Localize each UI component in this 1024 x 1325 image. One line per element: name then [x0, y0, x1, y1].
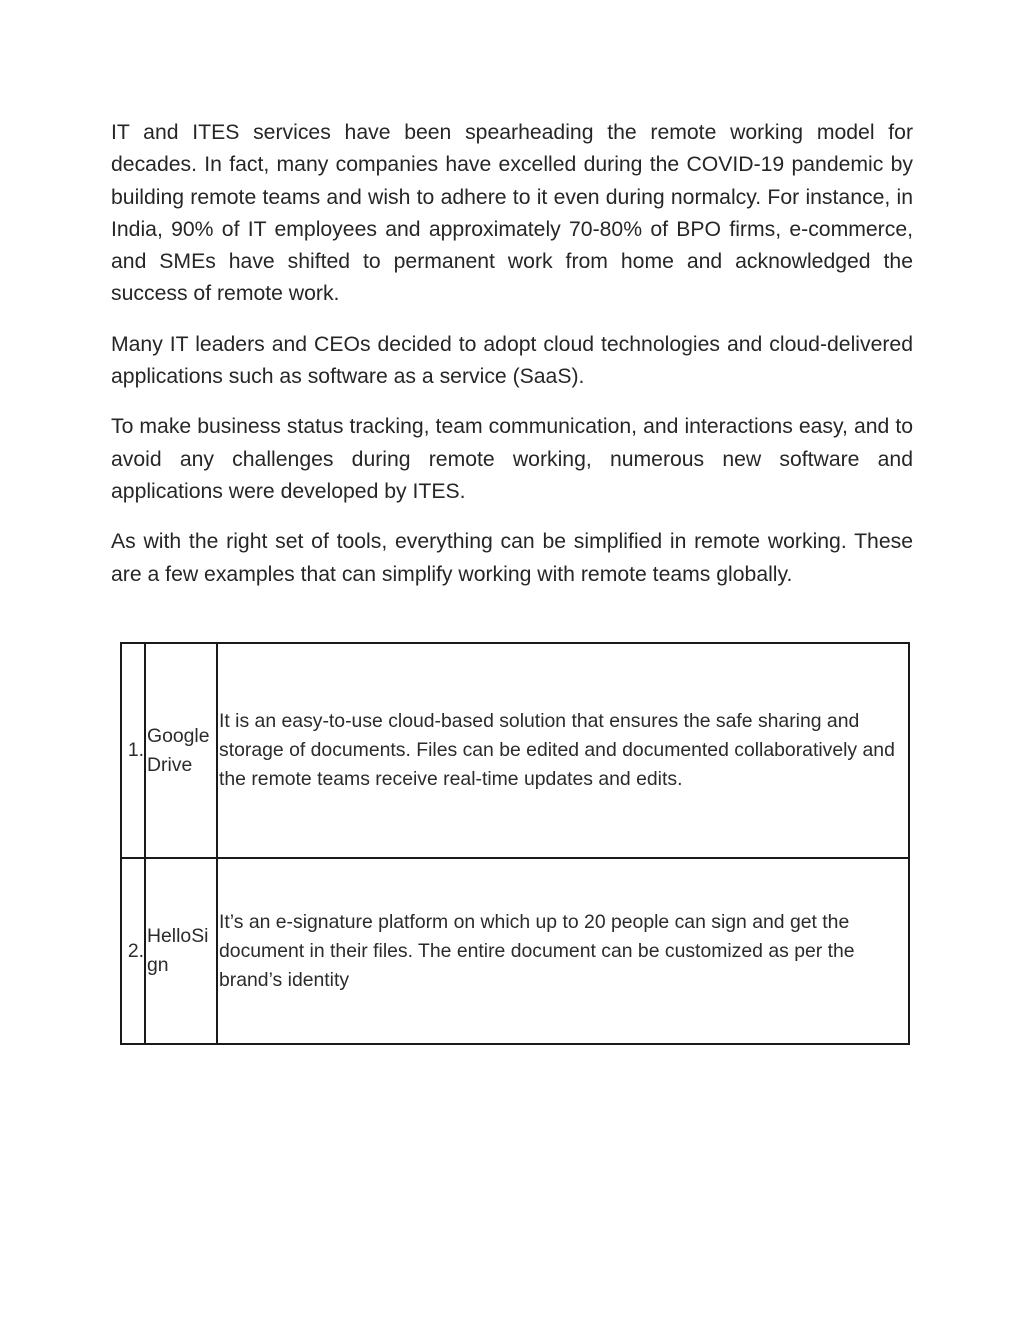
tool-name-cell [145, 643, 217, 858]
row-number-cell [121, 643, 145, 858]
table-row [121, 858, 909, 1044]
tool-description: It’s an e-signature platform on which up to 20 people can sign and get the document in their files. The entire document can be customized as per the brand’s identity [219, 910, 855, 991]
tool-description-cell [217, 643, 909, 858]
paragraph-tools-intro: As with the right set of tools, everything can be simplified in remote working. These are a few examples that can simplify working with remote teams globally. [111, 530, 913, 586]
row-number: 2. [127, 939, 144, 962]
tools-table [120, 642, 910, 1045]
paragraph-new-software: To make business status tracking, team communication, and interactions easy, and to avoid any challenges during remote working, numerous new software and applications were developed by ITES. [111, 415, 913, 503]
table-row [121, 643, 909, 858]
body-text [111, 117, 913, 609]
tool-description-cell [217, 858, 909, 1044]
row-number: 1. [127, 739, 144, 761]
tool-description: It is an easy-to-use cloud-based solution that ensures the safe sharing and storage of documents. Files can be edited and documented collaboratively and the remote teams receive real-time updates and edits. [219, 710, 895, 790]
tool-name-cell [145, 858, 217, 1044]
paragraph-intro: IT and ITES services have been spearheading the remote working model for decades. In fact, many companies have excelled during the COVID-19 pandemic by building remote teams and wish to adhere to it even during normalcy. For instance, in India, 90% of IT employees and approximately 70-80% of BPO firms, e-commerce, and SMEs have shifted to permanent work from home and acknowledged the success of remote work. [111, 121, 913, 306]
paragraph-cloud-adoption: Many IT leaders and CEOs decided to adopt cloud technologies and cloud-delivered applications such as software as a service (SaaS). [111, 332, 913, 389]
tool-name: Google Drive [147, 724, 210, 776]
tool-name: HelloSign [147, 925, 209, 976]
row-number-cell [121, 858, 145, 1044]
